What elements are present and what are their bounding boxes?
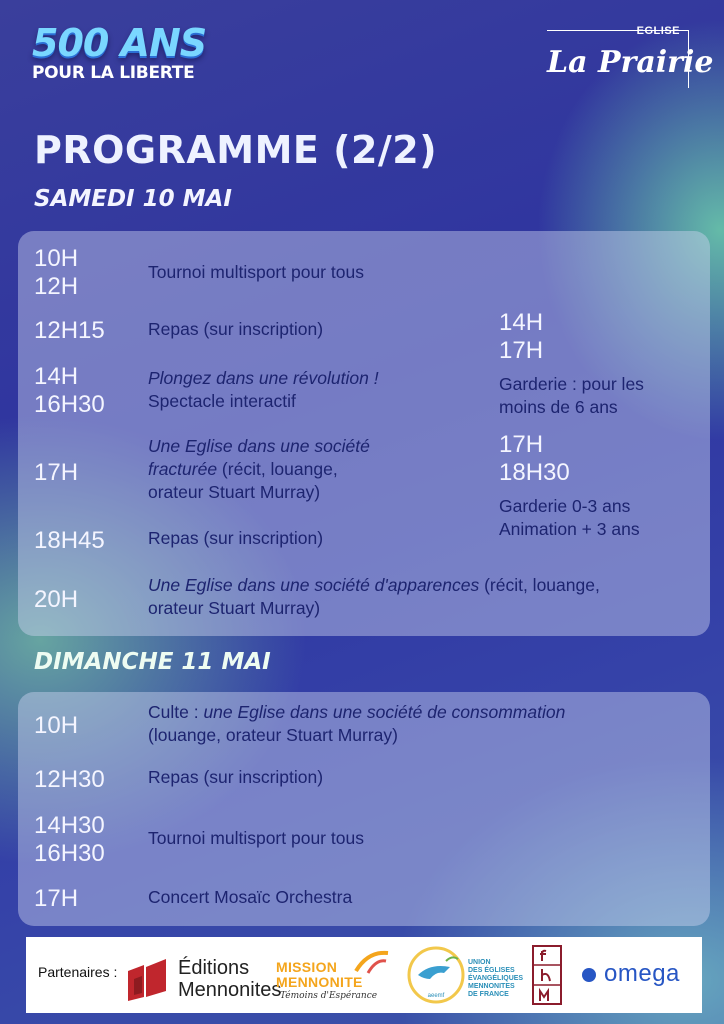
description-line: Culte : [148, 702, 199, 722]
description-line: Animation + 3 ans [499, 519, 640, 539]
fha-logo [532, 945, 562, 1005]
partners-banner [26, 937, 702, 1013]
aeemf-line: UNION [468, 959, 491, 966]
schedule-description: Repas (sur inscription) [148, 319, 324, 339]
editions-mennonites-logo [126, 945, 282, 1005]
schedule-description: Tournoi multisport pour tous [148, 262, 364, 282]
schedule-time: 20H [34, 586, 79, 613]
dove-icon [406, 945, 466, 1005]
aeemf-line: DE FRANCE [468, 991, 509, 998]
aeemf-small-text: aeemf [427, 993, 445, 999]
omega-text: omega [604, 960, 680, 987]
time-start: 14H [34, 363, 79, 390]
aeemf-line: MENNONITES [468, 983, 515, 990]
mission-line-2: MENNONITE [276, 974, 363, 990]
mission-mennonite-logo [274, 945, 394, 1005]
sunday-title: DIMANCHE 11 MAI [34, 649, 271, 675]
schedule-time: 18H45 [34, 527, 105, 554]
time-end: 16H30 [34, 391, 105, 418]
omega-dot-icon [582, 968, 596, 982]
time-end: 18H30 [499, 459, 570, 486]
description-line: (récit, louange, [479, 575, 600, 595]
schedule-time [34, 812, 105, 868]
saturday-schedule-panel [18, 231, 710, 636]
description-italic: fracturée [148, 459, 218, 479]
childcare-description [499, 495, 640, 541]
schedule-time: 10H [34, 712, 79, 739]
time-end: 17H [499, 337, 544, 364]
schedule-description: Tournoi multisport pour tous [148, 828, 364, 848]
schedule-time [34, 363, 105, 419]
church-logo-eglise: EGLISE [636, 25, 680, 37]
event-logo [32, 21, 207, 84]
schedule-description [148, 367, 379, 413]
mission-tagline: Témoins d'Espérance [280, 991, 378, 1001]
page-title: PROGRAMME (2/2) [34, 128, 438, 172]
description-italic: Plongez dans une révolution ! [148, 368, 379, 388]
aeemf-logo [406, 945, 526, 1005]
description-line: Garderie 0-3 ans [499, 496, 631, 516]
childcare-description [499, 373, 644, 419]
description-italic: Une Eglise dans une société d'apparences [148, 575, 480, 595]
saturday-title: SAMEDI 10 MAI [34, 186, 232, 212]
description-line: (récit, louange, [217, 459, 338, 479]
schedule-time: 17H [34, 459, 79, 486]
partners-label: Partenaires : [38, 964, 118, 980]
event-logo-subtitle: POUR LA LIBERTE [32, 63, 195, 83]
description-italic: Une Eglise dans une société [148, 436, 370, 456]
description-line: orateur Stuart Murray) [148, 482, 321, 502]
schedule-description [148, 435, 370, 504]
schedule-description: Concert Mosaïc Orchestra [148, 887, 353, 907]
aeemf-line: ÉVANGÉLIQUES [468, 975, 524, 982]
time-start: 17H [499, 431, 544, 458]
description-line: Garderie : pour les [499, 374, 644, 394]
schedule-time [34, 245, 78, 301]
schedule-time: 12H30 [34, 766, 105, 793]
book-icon [126, 957, 170, 1003]
omega-logo [582, 945, 692, 1005]
childcare-time [499, 431, 570, 487]
schedule-description [148, 701, 678, 747]
mission-swoosh-icon [354, 949, 390, 975]
event-logo-500-ans: 500 ANS [32, 21, 207, 65]
description-line: orateur Stuart Murray) [148, 598, 321, 618]
sunday-schedule-panel [18, 692, 710, 926]
time-start: 10H [34, 245, 79, 272]
description-italic: une Eglise dans une société de consommation [198, 702, 566, 722]
childcare-time [499, 309, 543, 365]
description-line: moins de 6 ans [499, 397, 618, 417]
church-logo [547, 25, 714, 88]
description-line: Spectacle interactif [148, 391, 296, 411]
time-end: 16H30 [34, 840, 105, 867]
schedule-description: Repas (sur inscription) [148, 767, 324, 787]
schedule-time: 12H15 [34, 317, 105, 344]
schedule-time: 17H [34, 885, 79, 912]
church-logo-name: La Prairie [547, 45, 714, 80]
time-start: 14H30 [34, 812, 105, 839]
schedule-description [148, 574, 600, 620]
schedule-description: Repas (sur inscription) [148, 528, 324, 548]
editions-line-1: Éditions [178, 957, 250, 979]
mission-line-1: MISSION [276, 959, 338, 975]
time-end: 12H [34, 273, 79, 300]
time-start: 14H [499, 309, 544, 336]
description-line: (louange, orateur Stuart Murray) [148, 725, 398, 745]
aeemf-line: DES ÉGLISES [468, 967, 515, 974]
editions-line-2: Mennonites [178, 979, 282, 1001]
fha-emblem-icon [532, 945, 562, 1005]
